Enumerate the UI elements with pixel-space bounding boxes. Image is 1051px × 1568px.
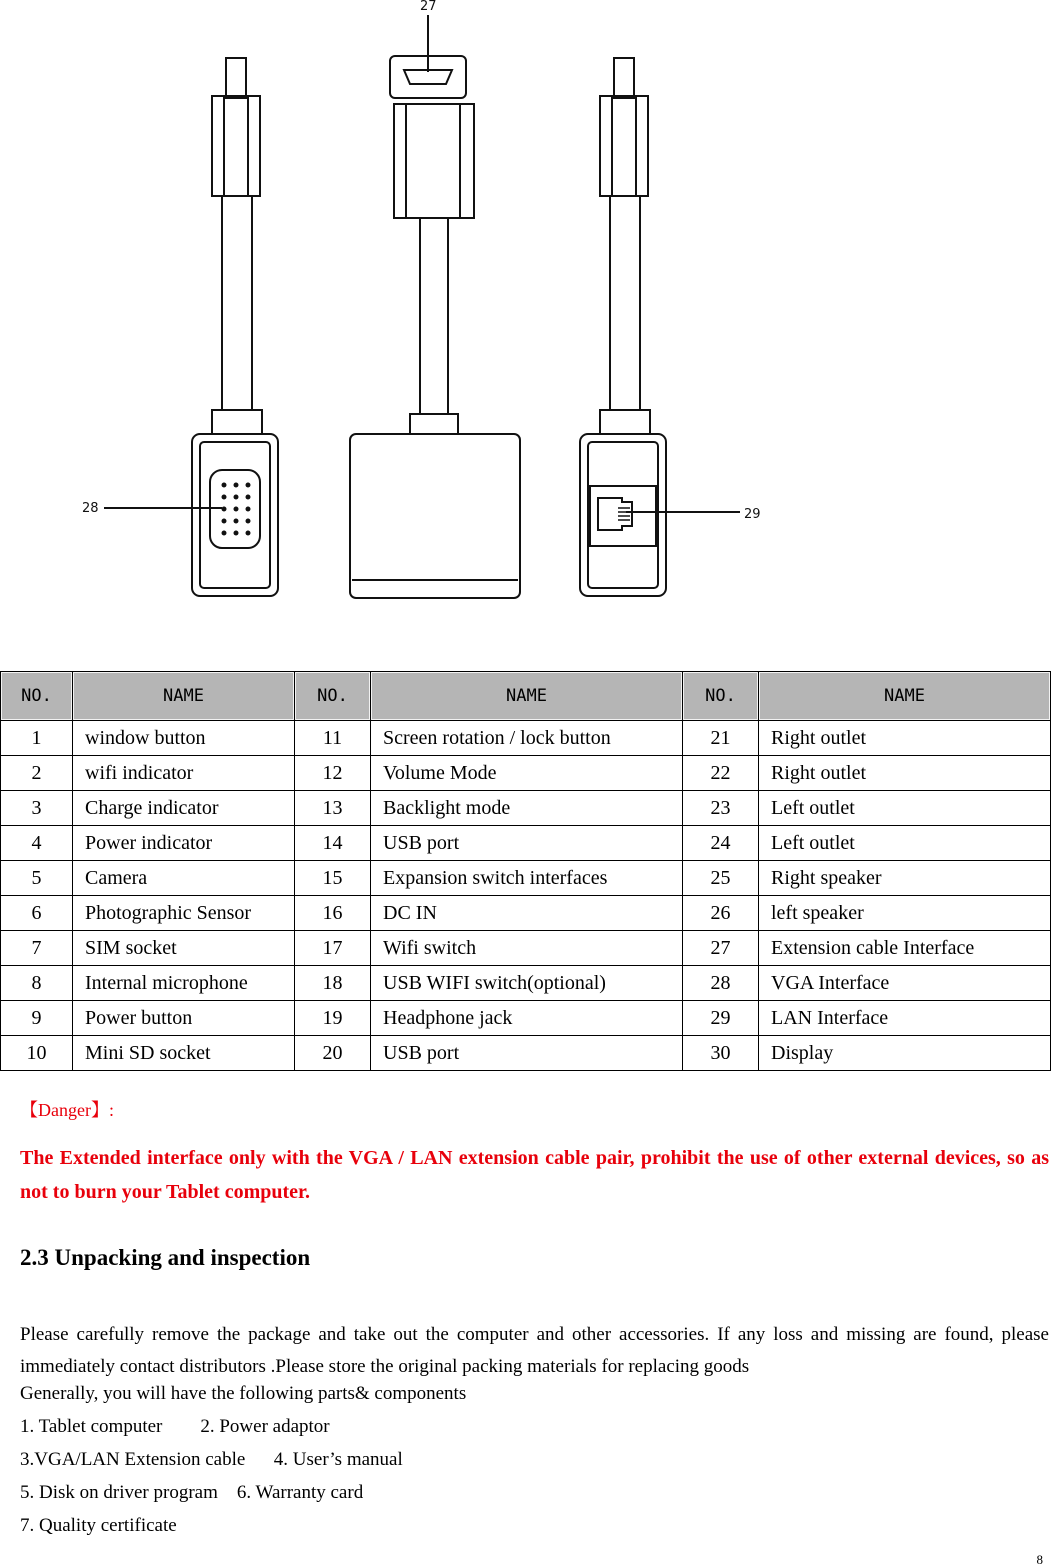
table-cell-name: window button [73,721,295,756]
table-cell-name: Volume Mode [371,756,683,791]
table-row [1,791,1051,826]
column-header-no: NO. [683,672,759,721]
table-cell-number: 10 [1,1036,73,1071]
danger-label: 【Danger】: [20,1100,114,1120]
table-cell-name: Photographic Sensor [73,896,295,931]
parts-list-line: 7. Quality certificate [20,1515,177,1536]
table-cell-name: USB port [371,1036,683,1071]
table-cell-name: LAN Interface [759,1001,1051,1036]
table-cell-name: Right outlet [759,721,1051,756]
page-number: 8 [1036,1552,1043,1567]
parts-list-line: 1. Tablet computer 2. Power adaptor [20,1416,330,1437]
lan-adapter-drawing [580,58,740,596]
vga-adapter-drawing [104,58,278,596]
table-cell-name: SIM socket [73,931,295,966]
parts-intro-line: Generally, you will have the following parts& components [20,1383,467,1404]
table-row [1,756,1051,791]
table-cell-number: 5 [1,861,73,896]
table-cell-number: 13 [295,791,371,826]
table-cell-name: Headphone jack [371,1001,683,1036]
table-cell-name: wifi indicator [73,756,295,791]
callout-29: 29 [744,507,761,522]
table-cell-name: Wifi switch [371,931,683,966]
table-row [1,826,1051,861]
table-cell-number: 29 [683,1001,759,1036]
table-cell-number: 4 [1,826,73,861]
extension-adapter-drawing [350,15,520,598]
table-cell-number: 11 [295,721,371,756]
table-cell-number: 22 [683,756,759,791]
table-cell-name: USB WIFI switch(optional) [371,966,683,1001]
table-row [1,966,1051,1001]
extension-cable-diagram [0,0,1051,610]
table-cell-number: 9 [1,1001,73,1036]
table-cell-name: Internal microphone [73,966,295,1001]
danger-warning-text: The Extended interface only with the VGA / LAN extension cable pair, prohibit the use of other external devices, so as not to burn your Tablet computer. [20,1147,1049,1203]
table-cell-name: Extension cable Interface [759,931,1051,966]
table-cell-number: 7 [1,931,73,966]
parts-table [0,671,1051,1071]
table-cell-name: Left outlet [759,826,1051,861]
column-header-no: NO. [1,672,73,721]
callout-28: 28 [82,501,99,516]
table-cell-name: left speaker [759,896,1051,931]
table-row [1,1001,1051,1036]
section-title: 2.3 Unpacking and inspection [20,1245,311,1270]
table-cell-number: 12 [295,756,371,791]
parts-list-line: 3.VGA/LAN Extension cable 4. User’s manual [20,1449,403,1470]
table-cell-name: Backlight mode [371,791,683,826]
column-header-no: NO. [295,672,371,721]
table-cell-number: 6 [1,896,73,931]
table-cell-number: 1 [1,721,73,756]
column-header-name: NAME [371,672,683,721]
table-cell-name: Charge indicator [73,791,295,826]
table-cell-number: 18 [295,966,371,1001]
table-cell-name: Camera [73,861,295,896]
table-cell-name: VGA Interface [759,966,1051,1001]
table-cell-number: 2 [1,756,73,791]
table-row [1,861,1051,896]
intro-paragraph: Please carefully remove the package and take out the computer and other accessories. If any loss and missing are found, please immediately contact distributors .Please store the original packing materials for replacing goods [20,1324,1049,1377]
table-cell-number: 20 [295,1036,371,1071]
table-cell-number: 14 [295,826,371,861]
callout-27: 27 [420,0,437,14]
table-cell-number: 26 [683,896,759,931]
table-cell-number: 30 [683,1036,759,1071]
table-cell-number: 19 [295,1001,371,1036]
table-row [1,721,1051,756]
column-header-name: NAME [73,672,295,721]
table-cell-name: USB port [371,826,683,861]
table-cell-name: Screen rotation / lock button [371,721,683,756]
column-header-name: NAME [759,672,1051,721]
table-cell-name: Power indicator [73,826,295,861]
table-cell-number: 23 [683,791,759,826]
table-cell-name: Right outlet [759,756,1051,791]
table-cell-number: 3 [1,791,73,826]
table-cell-number: 17 [295,931,371,966]
table-cell-number: 25 [683,861,759,896]
table-cell-name: Power button [73,1001,295,1036]
parts-list-line: 5. Disk on driver program 6. Warranty card [20,1482,364,1503]
table-cell-name: Left outlet [759,791,1051,826]
table-row [1,931,1051,966]
table-row [1,896,1051,931]
table-cell-number: 27 [683,931,759,966]
table-cell-number: 16 [295,896,371,931]
table-cell-number: 28 [683,966,759,1001]
table-cell-number: 21 [683,721,759,756]
table-cell-name: Display [759,1036,1051,1071]
table-cell-name: DC IN [371,896,683,931]
table-header-row [1,672,1051,721]
table-cell-name: Mini SD socket [73,1036,295,1071]
table-cell-number: 8 [1,966,73,1001]
table-cell-number: 24 [683,826,759,861]
table-cell-name: Expansion switch interfaces [371,861,683,896]
table-cell-number: 15 [295,861,371,896]
table-cell-name: Right speaker [759,861,1051,896]
table-row [1,1036,1051,1071]
